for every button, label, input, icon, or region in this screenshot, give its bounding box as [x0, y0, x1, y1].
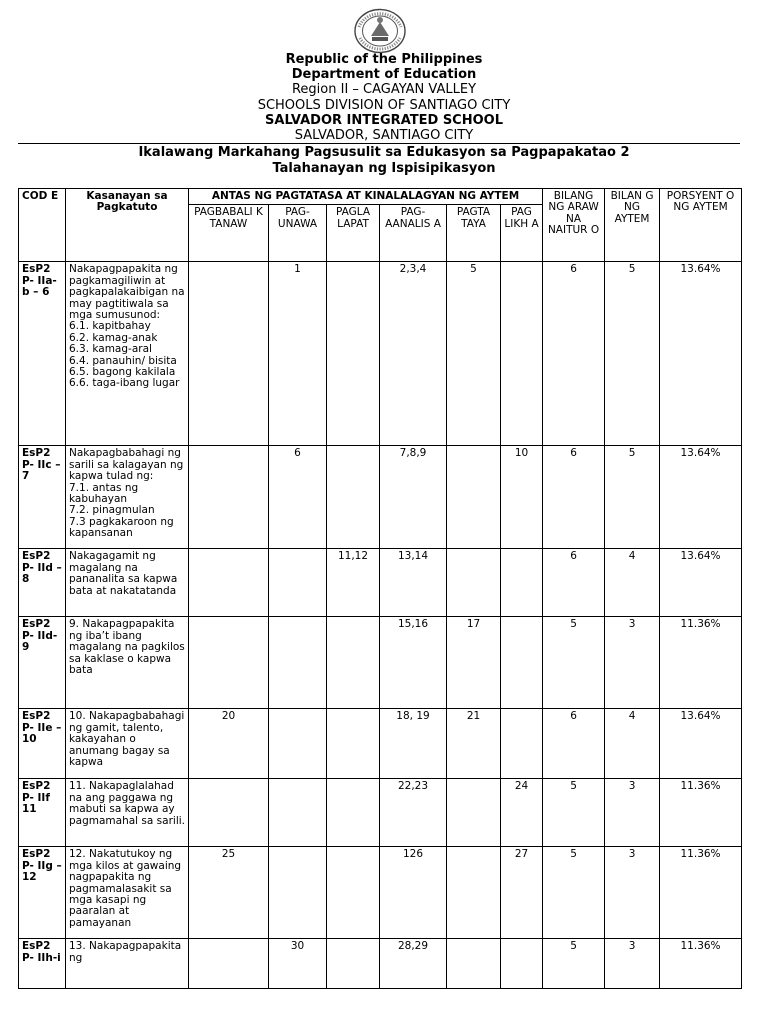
row-level-cell — [447, 779, 501, 847]
row-items: 3 — [605, 779, 660, 847]
row-code: EsP2 P- IIc – 7 — [19, 446, 66, 549]
row-level-cell — [501, 262, 543, 446]
row-items: 3 — [605, 847, 660, 939]
letterhead-school: SALVADOR INTEGRATED SCHOOL — [265, 112, 503, 128]
row-level-cell — [269, 847, 327, 939]
header-items: BILAN G NG AYTEM — [605, 189, 660, 262]
row-days: 6 — [543, 549, 605, 617]
row-items: 5 — [605, 262, 660, 446]
row-level-cell: 21 — [447, 709, 501, 779]
header-days: BILANG NG ARAW NA NAITUR O — [543, 189, 605, 262]
row-percent: 13.64% — [660, 262, 742, 446]
row-skill: Nakapagbabahagi ng sarili sa kalagayan ng kapwa tulad ng: 7.1. antas ng kabuhayan 7.2. pinagmulan 7.3 pagkakaroon ng kapansanan — [66, 446, 189, 549]
header-divider — [18, 143, 740, 144]
row-level-cell: 20 — [189, 709, 269, 779]
row-level-cell: 7,8,9 — [380, 446, 447, 549]
row-level-cell: 17 — [447, 617, 501, 709]
letterhead-address: SALVADOR, SANTIAGO CITY — [294, 128, 474, 144]
row-skill: 12. Nakatutukoy ng mga kilos at gawaing nagpapakita ng pagmamalasakit sa mga kasapi ng paaralan at pamayanan — [66, 847, 189, 939]
row-level-cell — [447, 549, 501, 617]
row-items: 5 — [605, 446, 660, 549]
row-skill: Nakapagpapakita ng pagkamagiliwin at pagkapalakaibigan na may pagtitiwala sa mga sumusunod: 6.1. kapitbahay 6.2. kamag-anak 6.3. kamag-aral 6.4. panauhin/ bisita 6.5. bagong kakilala 6.6. taga-ibang lugar — [66, 262, 189, 446]
row-items: 3 — [605, 617, 660, 709]
row-level-cell — [327, 617, 380, 709]
header-paglikha: PAG LIKH A — [501, 205, 543, 262]
row-level-cell — [501, 549, 543, 617]
row-level-cell: 22,23 — [380, 779, 447, 847]
header-code: COD E — [19, 189, 66, 262]
letterhead — [0, 52, 768, 143]
row-level-cell: 126 — [380, 847, 447, 939]
row-level-cell — [501, 709, 543, 779]
specification-table — [18, 188, 742, 989]
row-level-cell — [189, 549, 269, 617]
row-level-cell — [189, 939, 269, 989]
row-percent: 11.36% — [660, 779, 742, 847]
letterhead-division: SCHOOLS DIVISION OF SANTIAGO CITY — [257, 97, 511, 113]
row-level-cell: 6 — [269, 446, 327, 549]
header-pag-unawa: PAG- UNAWA — [269, 205, 327, 262]
row-level-cell — [447, 939, 501, 989]
row-level-cell: 18, 19 — [380, 709, 447, 779]
row-level-cell — [189, 617, 269, 709]
deped-seal-icon — [353, 8, 407, 54]
row-level-cell: 15,16 — [380, 617, 447, 709]
letterhead-region: Region II – CAGAYAN VALLEY — [291, 82, 477, 98]
row-level-cell — [269, 709, 327, 779]
header-level-group: ANTAS NG PAGTATASA AT KINALALAGYAN NG AYTEM — [189, 189, 543, 205]
row-level-cell — [189, 446, 269, 549]
row-days: 6 — [543, 446, 605, 549]
row-level-cell: 11,12 — [327, 549, 380, 617]
row-level-cell — [269, 779, 327, 847]
row-level-cell — [501, 939, 543, 989]
row-level-cell — [189, 262, 269, 446]
table-row — [19, 446, 742, 549]
header-pagtataya: PAGTA TAYA — [447, 205, 501, 262]
row-level-cell: 25 — [189, 847, 269, 939]
row-percent: 11.36% — [660, 847, 742, 939]
row-level-cell: 10 — [501, 446, 543, 549]
table-row — [19, 617, 742, 709]
row-percent: 11.36% — [660, 939, 742, 989]
row-days: 6 — [543, 709, 605, 779]
row-level-cell — [327, 939, 380, 989]
row-code: EsP2 P- IIh-i — [19, 939, 66, 989]
row-days: 6 — [543, 262, 605, 446]
row-percent: 13.64% — [660, 549, 742, 617]
header-pag-aanalisa: PAG- AANALIS A — [380, 205, 447, 262]
row-skill: 11. Nakapaglalahad na ang paggawa ng mabuti sa kapwa ay pagmamahal sa sarili. — [66, 779, 189, 847]
document-title-line1: Ikalawang Markahang Pagsusulit sa Edukasyon sa Pagpapakatao 2 — [138, 145, 630, 160]
row-percent: 13.64% — [660, 446, 742, 549]
row-level-cell — [327, 709, 380, 779]
row-code: EsP2 P- IIe – 10 — [19, 709, 66, 779]
row-skill: 13. Nakapagpapakita ng — [66, 939, 189, 989]
row-level-cell — [269, 617, 327, 709]
row-items: 4 — [605, 709, 660, 779]
table-row — [19, 709, 742, 779]
document-title-line2: Talahanayan ng Ispisipikasyon — [272, 160, 496, 176]
row-days: 5 — [543, 617, 605, 709]
row-level-cell: 30 — [269, 939, 327, 989]
row-days: 5 — [543, 779, 605, 847]
row-code: EsP2 P- IIf 11 — [19, 779, 66, 847]
row-items: 3 — [605, 939, 660, 989]
row-level-cell — [327, 779, 380, 847]
row-level-cell: 13,14 — [380, 549, 447, 617]
row-level-cell — [447, 847, 501, 939]
row-level-cell: 24 — [501, 779, 543, 847]
row-code: EsP2 P- IId – 8 — [19, 549, 66, 617]
table-row — [19, 549, 742, 617]
row-level-cell — [327, 847, 380, 939]
row-level-cell: 5 — [447, 262, 501, 446]
header-percent: PORSYENT O NG AYTEM — [660, 189, 742, 262]
letterhead-republic: Republic of the Philippines — [285, 52, 483, 67]
row-level-cell — [327, 446, 380, 549]
row-level-cell: 28,29 — [380, 939, 447, 989]
row-level-cell — [269, 549, 327, 617]
row-level-cell — [327, 262, 380, 446]
table-row — [19, 847, 742, 939]
row-percent: 13.64% — [660, 709, 742, 779]
row-skill: 9. Nakapagpapakita ng iba’t ibang magalang na pagkilos sa kaklase o kapwa bata — [66, 617, 189, 709]
row-code: EsP2 P- IIa-b – 6 — [19, 262, 66, 446]
header-paglalapat: PAGLA LAPAT — [327, 205, 380, 262]
table-row — [19, 262, 742, 446]
row-skill: Nakagagamit ng magalang na pananalita sa kapwa bata at nakatatanda — [66, 549, 189, 617]
letterhead-department: Department of Education — [291, 67, 477, 83]
row-level-cell — [447, 446, 501, 549]
row-level-cell: 1 — [269, 262, 327, 446]
row-level-cell — [501, 617, 543, 709]
row-level-cell: 27 — [501, 847, 543, 939]
row-days: 5 — [543, 847, 605, 939]
row-level-cell: 2,3,4 — [380, 262, 447, 446]
header-pagbabalik-tanaw: PAGBABALI K TANAW — [189, 205, 269, 262]
row-code: EsP2 P- IId-9 — [19, 617, 66, 709]
row-percent: 11.36% — [660, 617, 742, 709]
table-row — [19, 939, 742, 989]
row-skill: 10. Nakapagbabahagi ng gamit, talento, kakayahan o anumang bagay sa kapwa — [66, 709, 189, 779]
document-title — [0, 145, 768, 176]
row-days: 5 — [543, 939, 605, 989]
row-level-cell — [189, 779, 269, 847]
table-row — [19, 779, 742, 847]
row-items: 4 — [605, 549, 660, 617]
row-code: EsP2 P- IIg – 12 — [19, 847, 66, 939]
header-skill: Kasanayan sa Pagkatuto — [66, 189, 189, 262]
